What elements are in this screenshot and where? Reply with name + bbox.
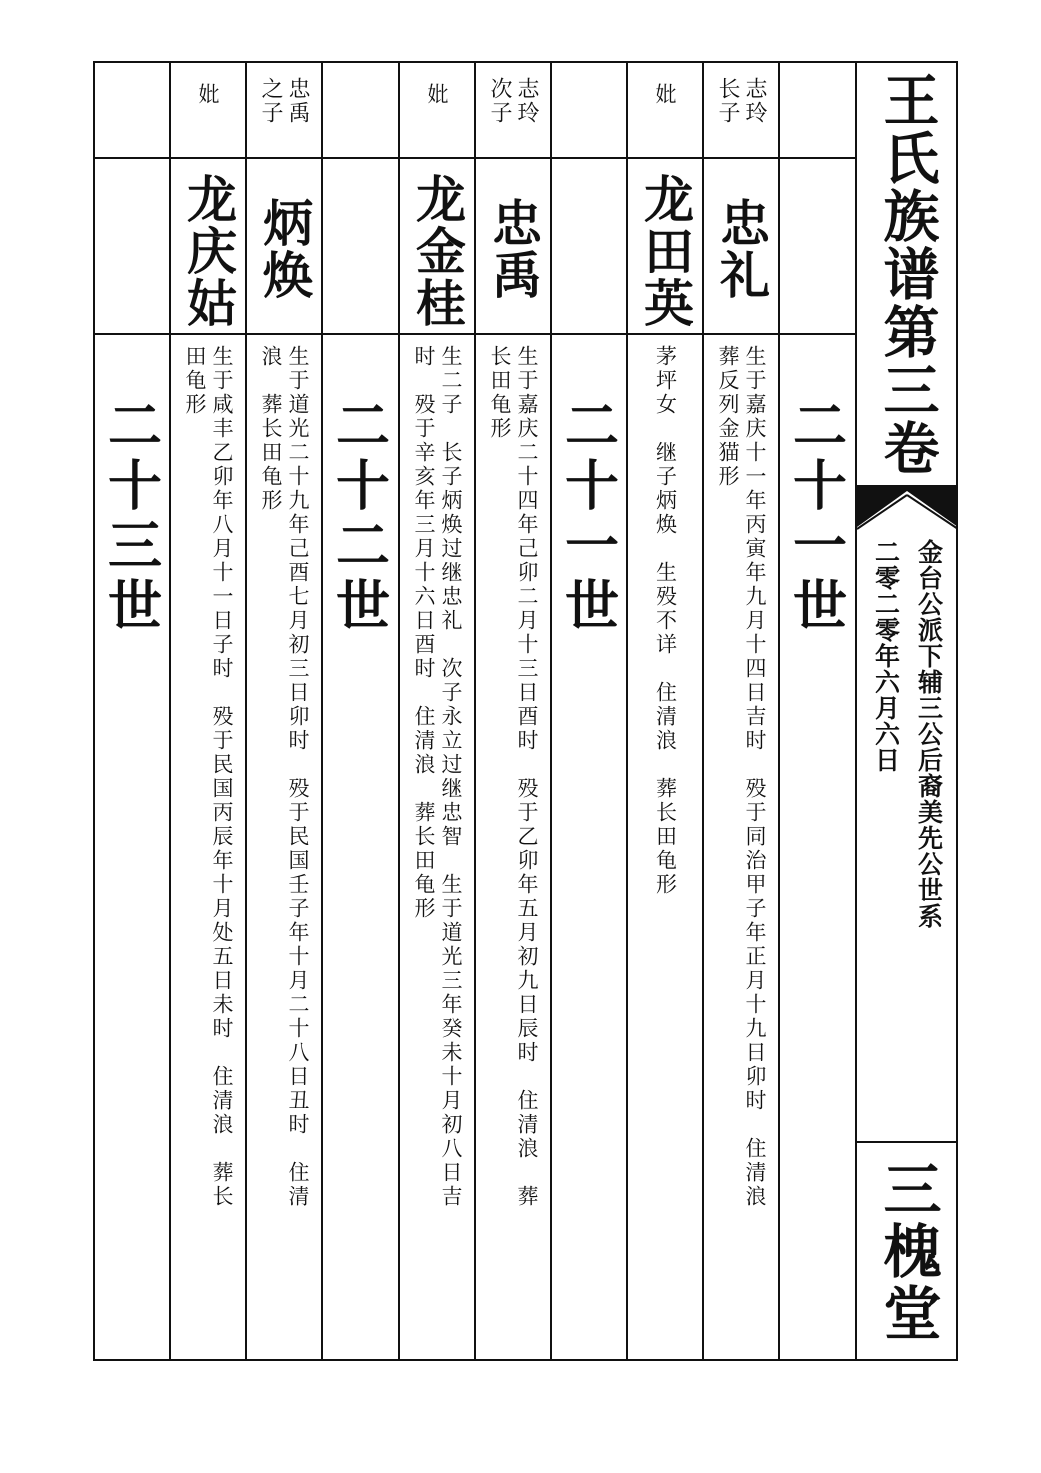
generation-cell (95, 397, 169, 637)
branch-info (857, 539, 958, 1139)
spouse-label-cell (171, 83, 245, 104)
banner-chevron (857, 487, 958, 533)
spouse-label-cell (400, 83, 474, 104)
relation-label: 志玲 次子 (487, 77, 539, 125)
relation-label: 忠禹 之子 (258, 77, 310, 125)
spouse-biography: 茅坪女 继子炳焕 生殁不详 住清浪 葬长田龟形 (653, 345, 678, 897)
person-name: 忠礼 (712, 197, 771, 301)
genealogy-page-frame (93, 61, 958, 1361)
column-divider (778, 63, 780, 1359)
spouse-bio-cell (628, 345, 702, 897)
bio-cell (476, 345, 550, 1209)
hall-cell (857, 1143, 958, 1361)
spouse-bio-cell (400, 345, 474, 1209)
person-biography: 生于道光二十九年己酉七月初三日卯时 殁于民国壬子年十月二十八日丑时 住清 浪 葬长田龟形 (259, 345, 310, 1209)
relation-cell (704, 77, 778, 125)
column-divider (321, 63, 323, 1359)
spouse-name: 龙庆姑 (179, 173, 238, 329)
name-cell (704, 167, 778, 331)
relation-cell (247, 77, 321, 125)
compile-date: 二零二零年六月六日 (871, 539, 901, 773)
spouse-bio-cell (171, 345, 245, 1209)
generation-label: 二十一世 (784, 397, 849, 637)
spouse-name-cell (628, 173, 702, 333)
relation-cell (476, 77, 550, 125)
spouse-biography: 生二子 长子炳焕过继忠礼 次子永立过继忠智 生于道光三年癸未十月初八日吉 时 殁于辛亥年三月十六日酉时 住清浪 葬长田龟形 (412, 345, 463, 1209)
title-cell (857, 63, 958, 485)
bio-cell (704, 345, 778, 1209)
person-name: 忠禹 (484, 197, 543, 301)
branch-lineage: 金台公派下辅三公后裔美先公世系 (914, 539, 944, 929)
column-divider (550, 63, 552, 1359)
bio-cell (247, 345, 321, 1209)
generation-cell (323, 397, 397, 637)
name-cell (247, 167, 321, 331)
relation-label: 志玲 长子 (715, 77, 767, 125)
spouse-name: 龙田英 (636, 173, 695, 329)
row-divider (95, 333, 855, 335)
generation-cell (780, 397, 854, 637)
name-cell (476, 167, 550, 331)
generation-label: 二十二世 (327, 397, 392, 637)
spouse-label: 妣 (653, 83, 677, 104)
row-divider (95, 157, 855, 159)
person-biography: 生于嘉庆二十四年己卯二月十三日酉时 殁于乙卯年五月初九日辰时 住清浪 葬 长田龟形 (488, 345, 539, 1209)
hall-name: 三槐堂 (873, 1159, 942, 1345)
spouse-biography: 生于咸丰乙卯年八月十一日子时 殁于民国丙辰年十月处五日未时 住清浪 葬长 田龟形 (183, 345, 234, 1209)
spouse-label: 妣 (425, 83, 449, 104)
generation-cell (552, 397, 626, 637)
generation-label: 二十三世 (99, 397, 164, 637)
generation-label: 二十一世 (556, 397, 621, 637)
person-name: 炳焕 (255, 197, 314, 301)
person-biography: 生于嘉庆十一年丙寅年九月十四日吉时 殁于同治甲子年正月十九日卯时 住清浪 葬反列金猫形 (716, 345, 767, 1209)
spouse-label: 妣 (196, 83, 220, 104)
spouse-name-cell (171, 173, 245, 333)
spouse-label-cell (628, 83, 702, 104)
spouse-name: 龙金桂 (408, 173, 467, 329)
spouse-name-cell (400, 173, 474, 333)
book-title: 王氏族谱第三卷 (874, 71, 941, 477)
